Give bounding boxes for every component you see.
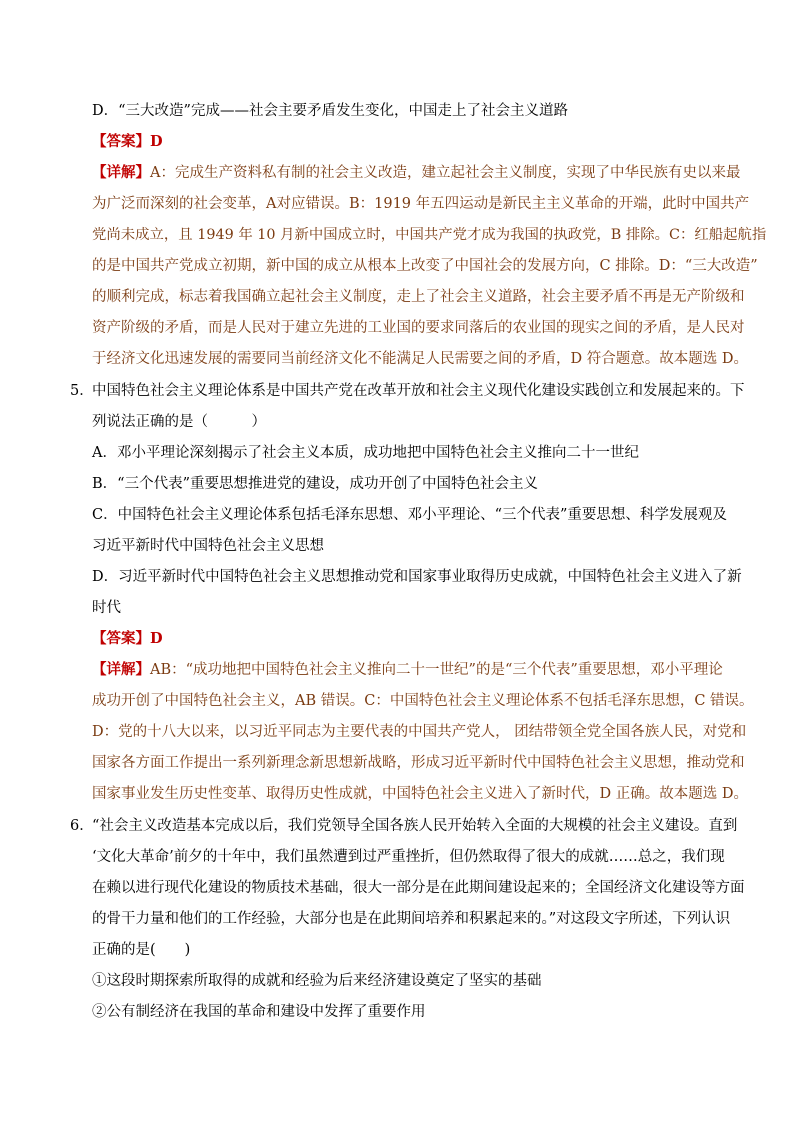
answer-value: D — [150, 133, 163, 150]
q6-stem-line: “社会主义改造基本完成以后，我们党领导全国各族人民开始转入全面的大规模的社会主义建设。直到 — [92, 818, 738, 834]
explanation-label: 【详解】 — [92, 164, 150, 181]
q6-stem-line: 正确的是( ) — [92, 942, 191, 958]
q5-option-d-cont: 时代 — [92, 600, 121, 616]
q6-stem-line: ‘文化大革命’前夕的十年中，我们虽然遭到过严重挫折，但仍然取得了很大的成就……总之，我们现 — [92, 849, 725, 865]
q6-number: 6． — [70, 818, 94, 834]
q5-stem-line: 中国特色社会主义理论体系是中国共产党在改革开放和社会主义现代化建设实践创立和发展起来的。下 — [92, 383, 745, 399]
q5-option-c-cont: 习近平新时代中国特色社会主义思想 — [92, 538, 324, 554]
q4-option-d: D．“三大改造”完成——社会主要矛盾发生变化，中国走上了社会主义道路 — [92, 103, 568, 119]
q5-stem-line: 列说法正确的是（ ） — [92, 414, 266, 430]
q5-explanation-line: 国家各方面工作提出一系列新理念新思想新战略，形成习近平新时代中国特色社会主义思想，推动党和 — [92, 755, 745, 771]
q5-explanation-line: 成功开创了中国特色社会主义，AB 错误。C：中国特色社会主义理论体系不包括毛泽东思想，C 错误。 — [92, 693, 754, 709]
q6-statement-1: ①这段时期探索所取得的成就和经验为后来经济建设奠定了坚实的基础 — [92, 973, 542, 989]
q4-explanation-line: 党尚未成立，且 1949 年 10 月新中国成立时，中国共产党才成为我国的执政党，B 排除。C：红船起航指 — [92, 227, 767, 243]
q4-explanation-line: 的顺利完成，标志着我国确立起社会主义制度，走上了社会主义道路，社会主要矛盾不再是无产阶级和 — [92, 289, 745, 305]
q5-option-c: C．中国特色社会主义理论体系包括毛泽东思想、邓小平理论、“三个代表”重要思想、科学发展观及 — [92, 507, 727, 523]
q5-option-a: A．邓小平理论深刻揭示了社会主义本质，成功地把中国特色社会主义推向二十一世纪 — [92, 445, 639, 461]
answer-label: 【答案】 — [92, 133, 150, 150]
answer-value: D — [150, 630, 163, 647]
q5-explanation-line: D：党的十八大以来，以习近平同志为主要代表的中国共产党人， 团结带领全党全国各族人民，对党和 — [92, 724, 747, 740]
q5-option-b: B．“三个代表”重要思想推进党的建设，成功开创了中国特色社会主义 — [92, 476, 538, 492]
answer-label: 【答案】 — [92, 630, 150, 647]
q4-explanation-line: 为广泛而深刻的社会变革，A对应错误。B：1919 年五四运动是新民主主义革命的开端，此时中国共产 — [92, 196, 750, 212]
q4-explanation-line: 的是中国共产党成立初期，新中国的成立从根本上改变了中国社会的发展方向，C 排除。D：“三大改造” — [92, 258, 758, 274]
q6-statement-2: ②公有制经济在我国的革命和建设中发挥了重要作用 — [92, 1004, 426, 1020]
q5-number: 5． — [70, 383, 94, 399]
q5-explanation-line: 【详解】AB：“成功地把中国特色社会主义推向二十一世纪”的是“三个代表”重要思想，邓小平理论 — [92, 661, 723, 678]
q6-stem-line: 在赖以进行现代化建设的物质技术基础，很大一部分是在此期间建设起来的；全国经济文化建设等方面 — [92, 880, 745, 896]
q5-option-d: D．习近平新时代中国特色社会主义思想推动党和国家事业取得历史成就，中国特色社会主义进入了新 — [92, 569, 742, 585]
q6-stem-line: 的骨干力量和他们的工作经验，大部分也是在此期间培养和积累起来的。”对这段文字所述，下列认识 — [92, 911, 731, 927]
q4-explanation-line: 【详解】A：完成生产资料私有制的社会主义改造，建立起社会主义制度，实现了中华民族有史以来最 — [92, 164, 741, 181]
explanation-label: 【详解】 — [92, 661, 150, 678]
q4-explanation-line: 于经济文化迅速发展的需要同当前经济文化不能满足人民需要之间的矛盾，D 符合题意。故本题选 D。 — [92, 351, 748, 367]
q4-explanation-line: 资产阶级的矛盾，而是人民对于建立先进的工业国的要求同落后的农业国的现实之间的矛盾，是人民对 — [92, 320, 745, 336]
q5-answer — [92, 629, 163, 649]
q4-answer — [92, 132, 163, 152]
q5-explanation-line: 国家事业发生历史性变革、取得历史性成就，中国特色社会主义进入了新时代，D 正确。故本题选 D。 — [92, 786, 748, 802]
